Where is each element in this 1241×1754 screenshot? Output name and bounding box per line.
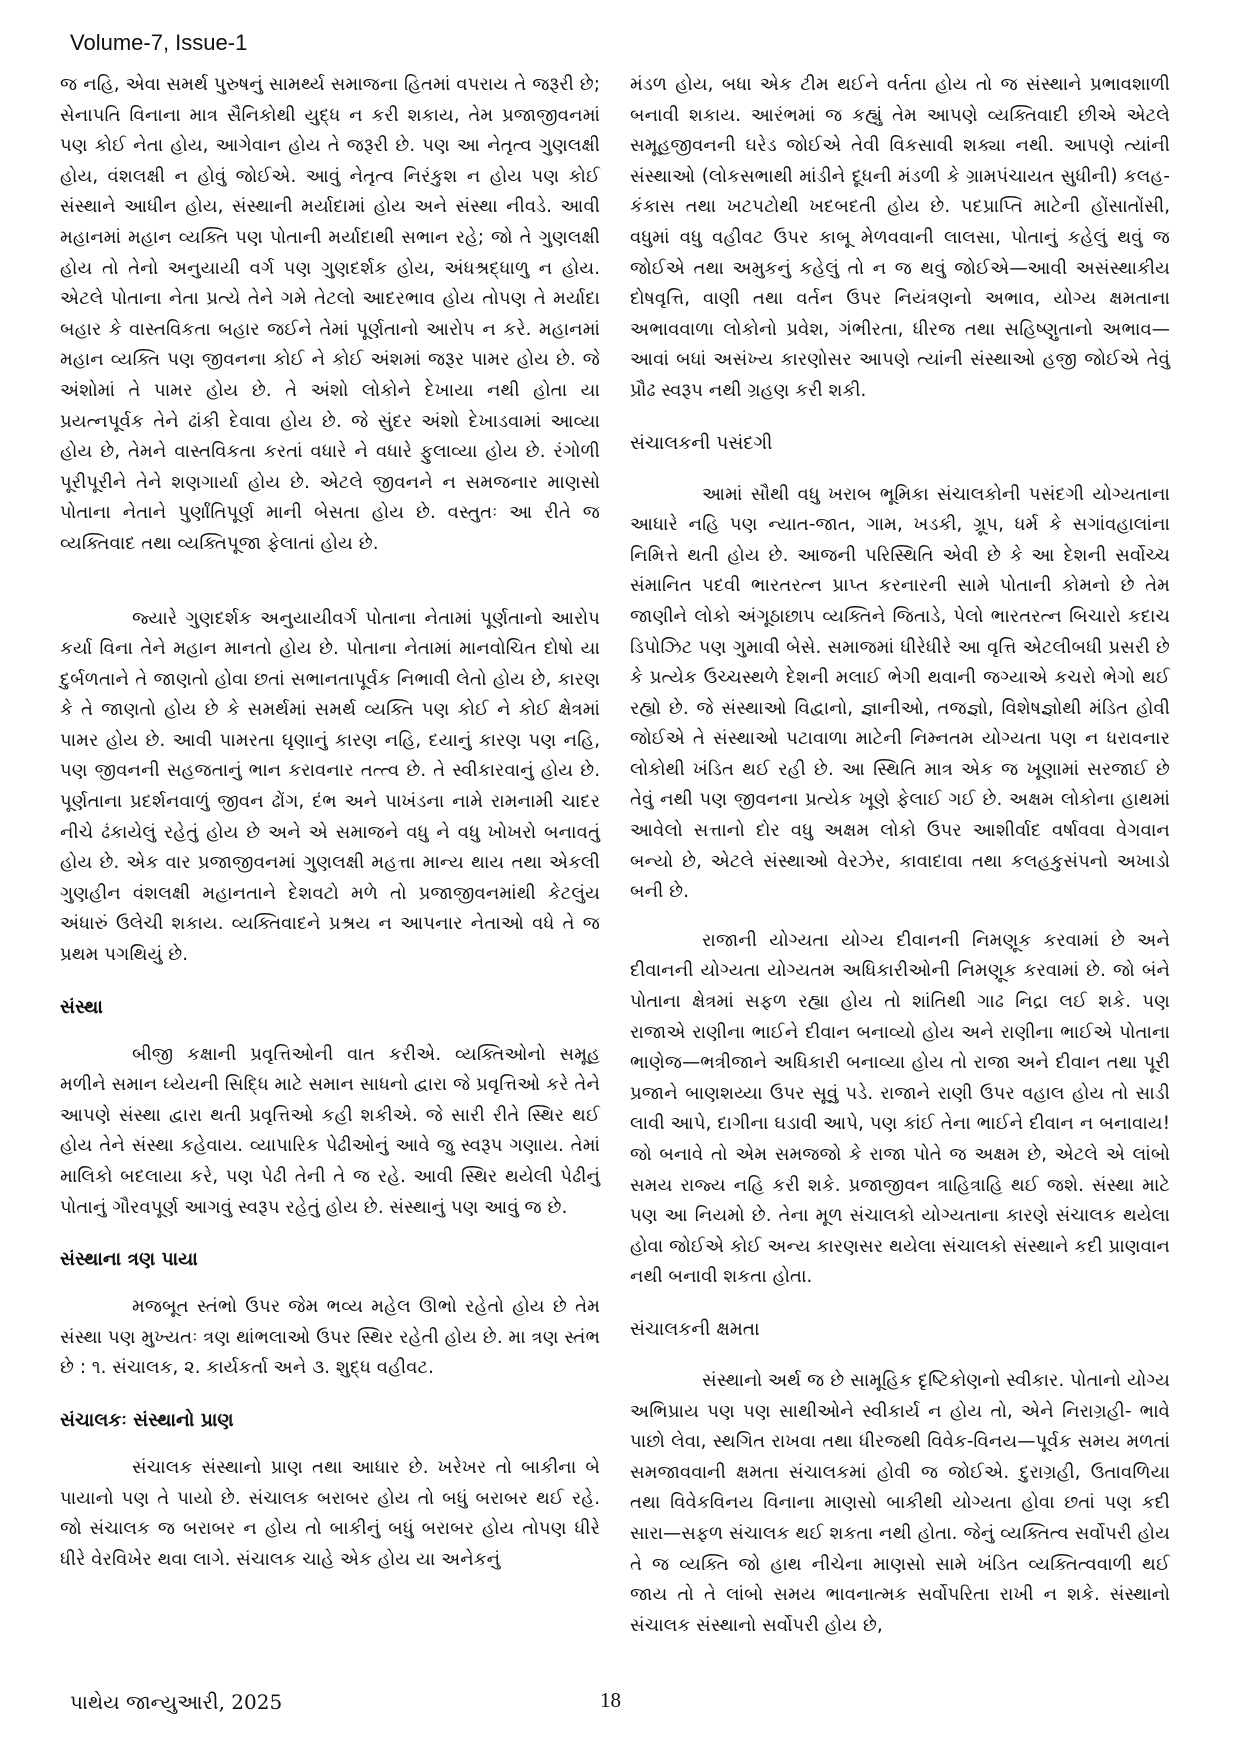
paragraph: જ્યારે ગુણદર્શક અનુયાયીવર્ગ પોતાના નેતામાં પૂર્ણતાનો આરોપ કર્યા વિના તેને મહાન માનતો હોય છે. પોતાના નેતામાં માનવોચિત દોષો યા દુર્બળતાને તે જાણતો હોવા છતાં સભાનતાપૂર્વક નિભાવી લેતો હોય છે, કારણ કે તે જાણતો હોય છે કે સમર્થમાં સમર્થ વ્યક્તિ પણ કોઈ ને કોઈ ક્ષેત્રમાં પામર હોય છે. આવી પામરતા ઘૃણાનું કારણ નહિ, દયાનું કારણ પણ નહિ, પણ જીવનની સહજતાનું ભાન કરાવનાર તત્ત્વ છે. તે સ્વીકારવાનું હોય છે. પૂર્ણતાના પ્રદર્શનવાળું જીવન ઢોંગ, દંભ અને પાખંડના નામે રામનામી ચાદર નીચે ઢંકાયેલું રહેતું હોય છે અને એ સમાજને વધુ ને વધુ ખોખરો બનાવતું હોય છે. એક વાર પ્રજાજીવનમાં ગુણલક્ષી મહત્તા માન્ય થાય તથા એકલી ગુણહીન વંશલક્ષી મહાનતાને દેશવટો મળે તો પ્રજાજીવનમાંથી કેટલુંય અંધારું ઉલેચી શકાય. વ્યક્તિવાદને પ્રશ્રય ન આપનાર નેતાઓ વધે તે જ પ્રથમ પગથિયું છે.: [60, 607, 600, 966]
left-column: [60, 70, 600, 1593]
paragraph: સંસ્થાનો અર્થ જ છે સામૂહિક દૃષ્ટિકોણનો સ્વીકાર. પોતાનો યોગ્ય અભિપ્રાય પણ પણ સાથીઓને સ્વીકાર્ય ન હોય તો, એને નિરાગ્રહી- ભાવે પાછો લેવા, સ્થગિત રાખવા તથા ધીરજથી વિવેક-વિનય—પૂર્વક સમય મળતાં સમજાવવાની ક્ષમતા સંચાલકમાં હોવી જ જોઈએ. દુરાગ્રહી, ઉતાવળિયા તથા વિવેકવિનય વિનાના માણસો બાકીથી યોગ્યતા હોવા છતાં પણ કદી સારા—સફળ સંચાલક થઈ શકતા નથી હોતા. જેનું વ્યક્તિત્વ સર્વોપરી હોય તે જ વ્યક્તિ જો હાથ નીચેના માણસો સામે ખંડિત વ્યક્તિત્વવાળી થઈ જાય તો તે લાંબો સમય ભાવનાત્મક સર્વોપરિતા રાખી ન શકે. સંસ્થાનો સંચાલક સંસ્થાનો સર્વોપરી હોય છે,: [630, 1369, 1170, 1636]
paragraph: મંડળ હોય, બધા એક ટીમ થઈને વર્તતા હોય તો જ સંસ્થાને પ્રભાવશાળી બનાવી શકાય. આરંભમાં જ કહ્યું તેમ આપણે વ્યક્તિવાદી છીએ એટલે સમૂહજીવનની ઘરેડ જોઈએ તેવી વિકસાવી શક્યા નથી. આપણે ત્યાંની સંસ્થાઓ (લોકસભાથી માંડીને દૂધની મંડળી કે ગ્રામપંચાયત સુધીની) કલહ-કંકાસ તથા ખટપટોથી ખદબદતી હોય છે. પદપ્રાપ્તિ માટેની હોંસાતોંસી, વધુમાં વધુ વહીવટ ઉપર કાબૂ મેળવવાની લાલસા, પોતાનું કહેલું થવું જ જોઈએ તથા અમુકનું કહેલું તો ન જ થવું જોઈએ—આવી અસંસ્થાકીય દોષવૃત્તિ, વાણી તથા વર્તન ઉપર નિયંત્રણનો અભાવ, યોગ્ય ક્ષમતાના અભાવવાળા લોકોનો પ્રવેશ, ગંભીરતા, ધીરજ તથા સહિષ્ણુતાનો અભાવ—આવાં બધાં અસંખ્ય કારણોસર આપણે ત્યાંની સંસ્થાઓ હજી જોઈએ તેવું પ્રૌઢ સ્વરૂપ નથી ગ્રહણ કરી શકી.: [630, 74, 1170, 401]
paragraph: મજબૂત સ્તંભો ઉપર જેમ ભવ્ય મહેલ ઊભો રહેતો હોય છે તેમ સંસ્થા પણ મુખ્યતઃ ત્રણ થાંભલાઓ ઉપર સ્થિર રહેતી હોય છે. મા ત્રણ સ્તંભ છે : ૧. સંચાલક, ૨. કાર્યકર્તા અને ૩. શુદ્ધ વહીવટ.: [60, 1296, 600, 1379]
section-heading: સંચાલકની પસંદગી: [630, 432, 773, 454]
right-column: [630, 70, 1170, 1659]
paragraph: સંચાલક સંસ્થાનો પ્રાણ તથા આધાર છે. ખરેખર તો બાકીના બે પાયાનો પણ તે પાયો છે. સંચાલક બરાબર હોય તો બધું બરાબર થઈ રહે. જો સંચાલક જ બરાબર ન હોય તો બાકીનું બધું બરાબર હોય તોપણ ધીરે ધીરે વેરવિખેર થવા લાગે. સંચાલક ચાહે એક હોય યા અનેકનું: [60, 1456, 600, 1570]
paragraph: આમાં સૌથી વધુ ખરાબ ભૂમિકા સંચાલકોની પસંદગી યોગ્યતાના આધારે નહિ પણ ન્યાત-જાત, ગામ, ખડકી, ગ્રૂપ, ધર્મ કે સગાંવહાલાંના નિમિત્તે થતી હોય છે. આજની પરિસ્થિતિ એવી છે કે આ દેશની સર્વોચ્ચ સંમાનિત પદવી ભારતરત્ન પ્રાપ્ત કરનારની સામે પોતાની કોમનો છે તેમ જાણીને લોકો અંગૂઠાછાપ વ્યક્તિને જિતાડે, પેલો ભારતરત્ન બિચારો કદાચ ડિપોઝિટ પણ ગુમાવી બેસે. સમાજમાં ધીરેધીરે આ વૃત્તિ એટલીબધી પ્રસરી છે કે પ્રત્યેક ઉચ્ચસ્થળે દેશની મલાઈ ભેગી થવાની જગ્યાએ કચરો ભેગો થઈ રહ્યો છે. જે સંસ્થાઓ વિદ્વાનો, જ્ઞાનીઓ, તજજ્ઞો, વિશેષજ્ઞોથી મંડિત હોવી જોઈએ તે સંસ્થાઓ પટાવાળા માટેની નિમ્નતમ યોગ્યતા પણ ન ધરાવનાર લોકોથી ખંડિત થઈ રહી છે. આ સ્થિતિ માત્ર એક જ ખૂણામાં સરજાઈ છે તેવું નથી પણ જીવનના પ્રત્યેક ખૂણે ફેલાઈ ગઈ છે. અક્ષમ લોકોના હાથમાં આવેલો સત્તાનો દોર વધુ અક્ષમ લોકો ઉપર આશીર્વાદ વર્ષાવવા વેગવાન બન્યો છે, એટલે સંસ્થાઓ વેરઝેર, કાવાદાવા તથા કલહકુસંપનો અખાડો બની છે.: [630, 483, 1170, 903]
section-heading: સંસ્થા: [60, 996, 103, 1018]
section-heading: સંસ્થાના ત્રણ પાયા: [60, 1249, 198, 1271]
paragraph: જ નહિ, એવા સમર્થ પુરુષનું સામર્થ્ય સમાજના હિતમાં વપરાય તે જરૂરી છે; સેનાપતિ વિનાના માત્ર સૈનિકોથી યુદ્ધ ન કરી શકાય, તેમ પ્રજાજીવનમાં પણ કોઈ નેતા હોય, આગેવાન હોય તે જરૂરી છે. પણ આ નેતૃત્વ ગુણલક્ષી હોય, વંશલક્ષી ન હોવું જોઈએ. આવું નેતૃત્વ નિરંકુશ ન હોય પણ કોઈ સંસ્થાને આધીન હોય, સંસ્થાની મર્યાદામાં હોય અને સંસ્થા નીવડે. આવી મહાનમાં મહાન વ્યક્તિ પણ પોતાની મર્યાદાથી સભાન રહે; જો તે ગુણલક્ષી હોય તો તેનો અનુયાયી વર્ગ પણ ગુણદર્શક હોય, અંધશ્રદ્ધાળુ ન હોય. એટલે પોતાના નેતા પ્રત્યે તેને ગમે તેટલો આદરભાવ હોય તોપણ તે મર્યાદા બહાર કે વાસ્તવિકતા બહાર જઈને તેમાં પૂર્ણતાનો આરોપ ન કરે. મહાનમાં મહાન વ્યક્તિ પણ જીવનના કોઈ ને કોઈ અંશમાં જરૂર પામર હોય છે. જે અંશોમાં તે પામર હોય છે. તે અંશો લોકોને દેખાયા નથી હોતા યા પ્રયત્નપૂર્વક તેને ઢાંકી દેવાવા હોય છે. જે સુંદર અંશો દેખાડવામાં આવ્યા હોય છે, તેમને વાસ્તવિકતા કરતાં વધારે ને વધારે ફુલાવ્યા હોય છે. રંગોળી પૂરીપૂરીને તેને શણગાર્યા હોય છે. એટલે જીવનને ન સમજનાર માણસો પોતાના નેતાને પુર્ણાંતિપૂર્ણ માની બેસતા હોય છે. વસ્તુતઃ આ રીતે જ વ્યક્તિવાદ તથા વ્યક્તિપૂજા ફેલાતાં હોય છે.: [60, 74, 600, 554]
volume-header: Volume-7, Issue-1: [70, 30, 248, 55]
section-heading: સંચાલકની ક્ષમતા: [630, 1318, 760, 1340]
section-heading: સંચાલકઃ સંસ્થાનો પ્રાણ: [60, 1409, 234, 1431]
page-number: 18: [600, 1688, 621, 1712]
paragraph: બીજી કક્ષાની પ્રવૃત્તિઓની વાત કરીએ. વ્યક્તિઓનો સમૂહ મળીને સમાન ધ્યેયની સિદ્ધિ માટે સમાન સાધનો દ્વારા જે પ્રવૃત્તિઓ કરે તેને આપણે સંસ્થા દ્વારા થતી પ્રવૃત્તિઓ કહી શકીએ. જે સારી રીતે સ્થિર થઈ હોય તેને સંસ્થા કહેવાય. વ્યાપારિક પેઢીઓનું આવે જુ સ્વરૂપ ગણાય. તેમાં માલિકો બદલાયા કરે, પણ પેઢી તેની તે જ રહે. આવી સ્થિર થયેલી પેઢીનું પોતાનું ગૌરવપૂર્ણ આગવું સ્વરૂપ રહેતું હોય છે. સંસ્થાનું પણ આવું જ છે.: [60, 1043, 600, 1218]
paragraph: રાજાની યોગ્યતા યોગ્ય દીવાનની નિમણૂક કરવામાં છે અને દીવાનની યોગ્યતા યોગ્યતમ અધિકારીઓની નિમણૂક કરવામાં છે. જો બંને પોતાના ક્ષેત્રમાં સફળ રહ્યા હોય તો શાંતિથી ગાઢ નિદ્રા લઈ શકે. પણ રાજાએ રાણીના ભાઈને દીવાન બનાવ્યો હોય અને રાણીના ભાઈએ પોતાના ભાણેજ—ભત્રીજાને અધિકારી બનાવ્યા હોય તો રાજા અને દીવાન તથા પૂરી પ્રજાને બાણશય્યા ઉપર સૂવું પડે. રાજાને રાણી ઉપર વહાલ હોય તો સાડી લાવી આપે, દાગીના ઘડાવી આપે, પણ કાંઈ તેના ભાઈને દીવાન ન બનાવાય! જો બનાવે તો એમ સમજજો કે રાજા પોતે જ અક્ષમ છે, એટલે એ લાંબો સમય રાજ્ય નહિ કરી શકે. પ્રજાજીવન ત્રાહિત્રાહિ થઈ જશે. સંસ્થા માટે પણ આ નિયમો છે. તેના મૂળ સંચાલકો યોગ્યતાના કારણે સંચાલક થયેલા હોવા જોઈએ કોઈ અન્ય કારણસર થયેલા સંચાલકો સંસ્થાને કદી પ્રાણવાન નથી બનાવી શકતા હોતા.: [630, 929, 1170, 1288]
magazine-footer: પાથેય જાન્યુઆરી, 2025: [70, 1690, 283, 1714]
